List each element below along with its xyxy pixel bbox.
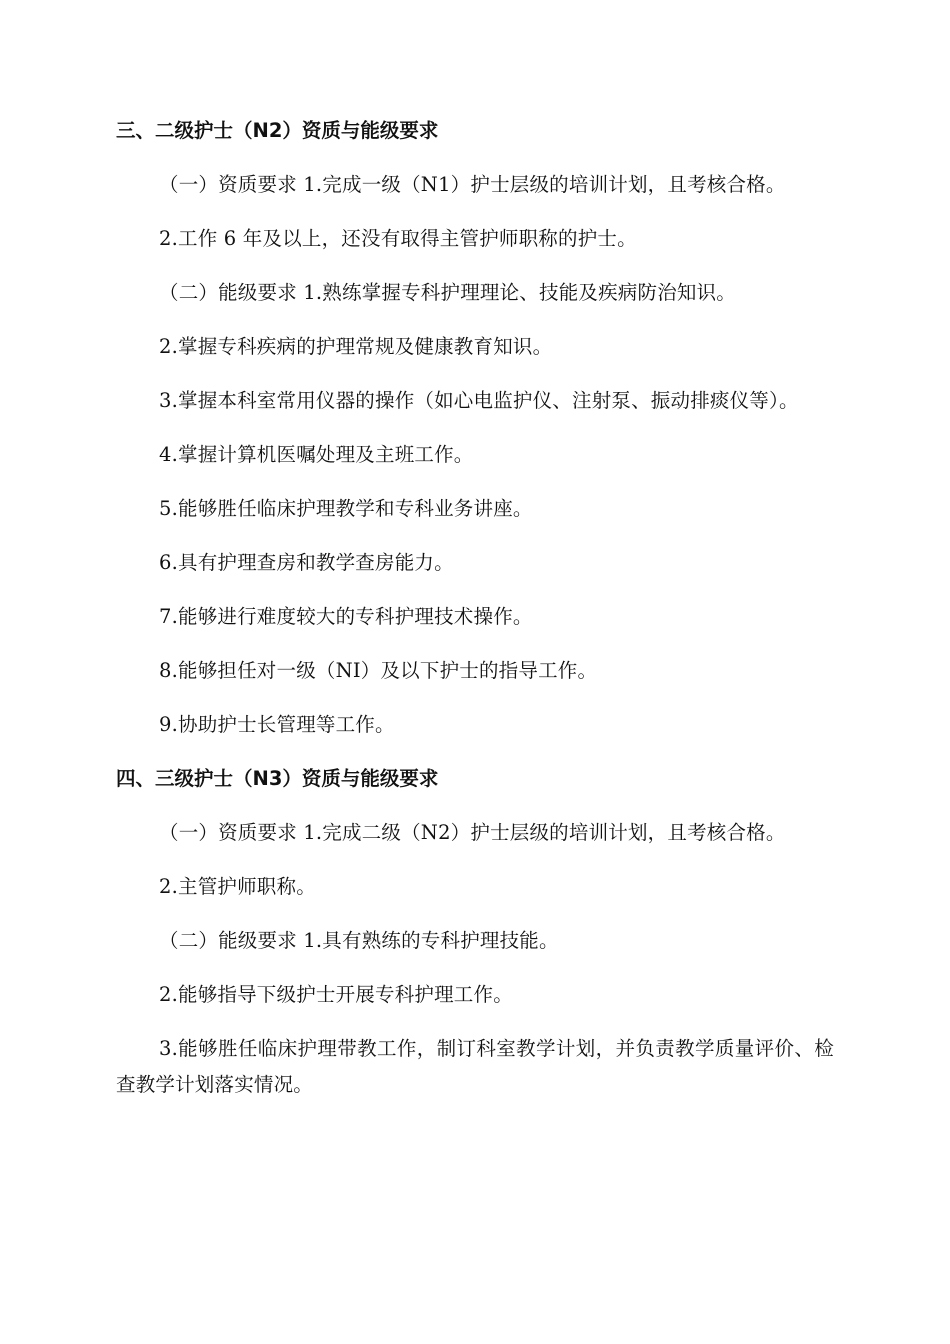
s4-competency-para-3: 3.能够胜任临床护理带教工作，制订科室教学计划，并负责教学质量评价、检查教学计划落实情况。 xyxy=(116,1037,834,1096)
s3-competency-para-6: 6.具有护理查房和教学查房能力。 xyxy=(159,551,454,574)
s3-competency-para-5: 5.能够胜任临床护理教学和专科业务讲座。 xyxy=(159,497,533,520)
s3-competency-para-3: 3.掌握本科室常用仪器的操作（如心电监护仪、注射泵、振动排痰仪等）。 xyxy=(159,389,799,412)
s3-competency-para-7: 7.能够进行难度较大的专科护理技术操作。 xyxy=(159,605,533,628)
s4-competency-para-2: 2.能够指导下级护士开展专科护理工作。 xyxy=(159,983,513,1006)
s4-competency-para-1: （二）能级要求 1.具有熟练的专科护理技能。 xyxy=(159,929,559,952)
section-3-heading: 三、二级护士（N2）资质与能级要求 xyxy=(116,119,439,142)
s3-qualification-para-2: 2.工作 6 年及以上，还没有取得主管护师职称的护士。 xyxy=(159,227,637,250)
s3-competency-para-2: 2.掌握专科疾病的护理常规及健康教育知识。 xyxy=(159,335,553,358)
s3-competency-para-1: （二）能级要求 1.熟练掌握专科护理理论、技能及疾病防治知识。 xyxy=(159,281,737,304)
section-4-heading: 四、三级护士（N3）资质与能级要求 xyxy=(116,767,439,790)
document-page xyxy=(116,113,834,1103)
s4-qualification-para-1: （一）资质要求 1.完成二级（N2）护士层级的培训计划，且考核合格。 xyxy=(159,821,786,844)
s3-competency-para-9: 9.协助护士长管理等工作。 xyxy=(159,713,395,736)
s3-competency-para-4: 4.掌握计算机医嘱处理及主班工作。 xyxy=(159,443,474,466)
s4-qualification-para-2: 2.主管护师职称。 xyxy=(159,875,316,898)
s3-qualification-para-1: （一）资质要求 1.完成一级（N1）护士层级的培训计划，且考核合格。 xyxy=(159,173,786,196)
s3-competency-para-8: 8.能够担任对一级（NI）及以下护士的指导工作。 xyxy=(159,659,598,682)
